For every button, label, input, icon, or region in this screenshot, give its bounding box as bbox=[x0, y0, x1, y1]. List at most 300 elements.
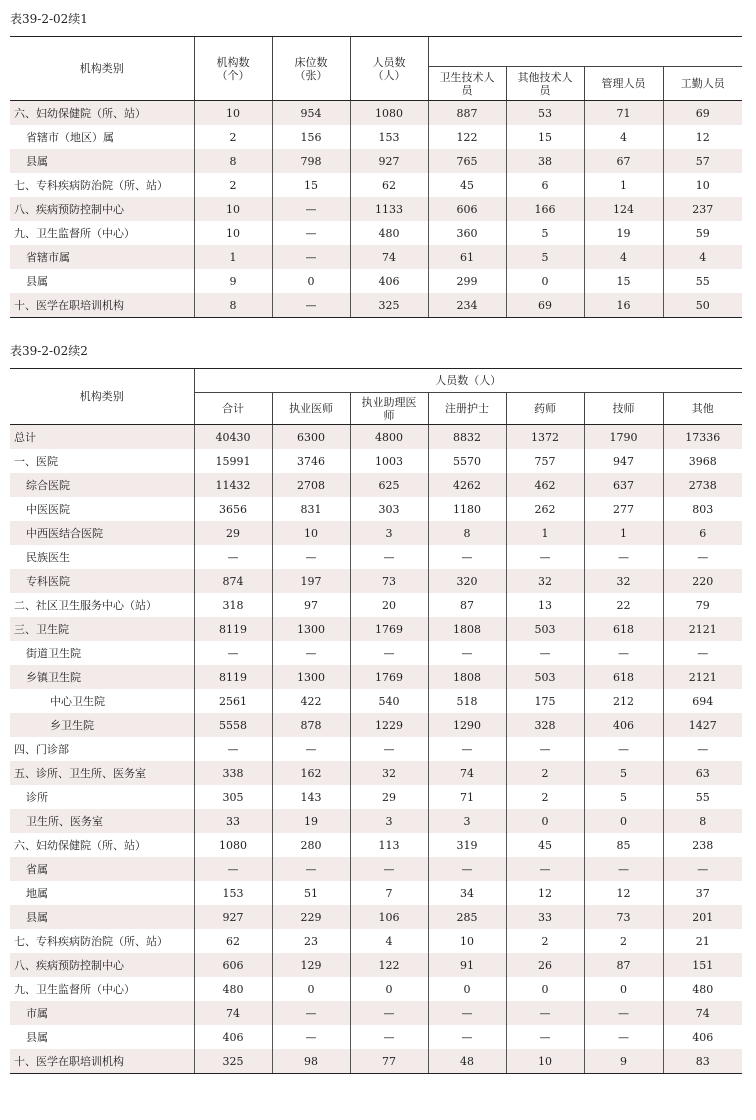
table-cell: 91 bbox=[428, 953, 506, 977]
table-cell: 74 bbox=[428, 761, 506, 785]
table-cell: 7 bbox=[350, 881, 428, 905]
table-cell: 318 bbox=[194, 593, 272, 617]
row-label: 民族医生 bbox=[26, 551, 70, 564]
table-cell: 947 bbox=[584, 449, 663, 473]
table-cell: 212 bbox=[584, 689, 663, 713]
table-cell: 74 bbox=[194, 1001, 272, 1025]
table-cell: 1769 bbox=[350, 617, 428, 641]
table-cell: 406 bbox=[584, 713, 663, 737]
table-cell: — bbox=[272, 197, 350, 221]
table-cell: 62 bbox=[194, 929, 272, 953]
table-cell: 71 bbox=[428, 785, 506, 809]
table-cell: 15 bbox=[506, 125, 584, 149]
row-label: 八、疾病预防控制中心 bbox=[10, 197, 194, 221]
table-cell: 4 bbox=[350, 929, 428, 953]
table-cell: 1300 bbox=[272, 617, 350, 641]
table-cell: 10 bbox=[272, 521, 350, 545]
table-cell: 2 bbox=[194, 125, 272, 149]
table-row bbox=[10, 833, 742, 857]
header-institutions bbox=[194, 37, 272, 101]
table-cell: 4800 bbox=[350, 425, 428, 450]
row-label: 县属 bbox=[10, 905, 194, 929]
table-row bbox=[10, 125, 742, 149]
table-cell: 74 bbox=[663, 1001, 742, 1025]
table-cell: 325 bbox=[350, 293, 428, 318]
table-cell: 927 bbox=[350, 149, 428, 173]
row-label: 九、卫生监督所（中心） bbox=[14, 983, 135, 996]
table-cell: 694 bbox=[663, 689, 742, 713]
table-cell: 23 bbox=[272, 929, 350, 953]
table-cell: 15 bbox=[584, 269, 663, 293]
header-blank-band bbox=[428, 37, 742, 67]
table-row bbox=[10, 665, 742, 689]
table-cell: 927 bbox=[194, 905, 272, 929]
table-cell: 1 bbox=[506, 521, 584, 545]
table-cell: 338 bbox=[194, 761, 272, 785]
table-row bbox=[10, 425, 742, 450]
table-cell: 5570 bbox=[428, 449, 506, 473]
table-cell: 129 bbox=[272, 953, 350, 977]
table-cell: — bbox=[194, 641, 272, 665]
table-cell: 59 bbox=[663, 221, 742, 245]
table-cell: 12 bbox=[663, 125, 742, 149]
table-cell: 5 bbox=[506, 245, 584, 269]
table-cell: 45 bbox=[428, 173, 506, 197]
table-cell: 143 bbox=[272, 785, 350, 809]
table-cell: — bbox=[428, 545, 506, 569]
table-cell: 57 bbox=[663, 149, 742, 173]
table-cell: 4262 bbox=[428, 473, 506, 497]
table-cell: 299 bbox=[428, 269, 506, 293]
table-cell: 201 bbox=[663, 905, 742, 929]
table-cell: 406 bbox=[663, 1025, 742, 1049]
table-cell: 83 bbox=[663, 1049, 742, 1074]
table-cell: 285 bbox=[428, 905, 506, 929]
table-cell: 11432 bbox=[194, 473, 272, 497]
table-cell: — bbox=[584, 545, 663, 569]
table-cell: 15991 bbox=[194, 449, 272, 473]
table-row bbox=[10, 785, 742, 809]
table-cell: — bbox=[663, 857, 742, 881]
table-cell: 606 bbox=[194, 953, 272, 977]
table-cell: 2121 bbox=[663, 665, 742, 689]
table-row bbox=[10, 953, 742, 977]
table-cell: 1 bbox=[194, 245, 272, 269]
table-row bbox=[10, 521, 742, 545]
header2-column: 技师 bbox=[584, 393, 663, 425]
table-cell: 15 bbox=[272, 173, 350, 197]
table-cell: 22 bbox=[584, 593, 663, 617]
table-cell: 87 bbox=[428, 593, 506, 617]
table-cell: 175 bbox=[506, 689, 584, 713]
table-cell: — bbox=[194, 737, 272, 761]
table-cell: 151 bbox=[663, 953, 742, 977]
table-row bbox=[10, 857, 742, 881]
table-cell: 798 bbox=[272, 149, 350, 173]
table-row bbox=[10, 809, 742, 833]
table-cell: 874 bbox=[194, 569, 272, 593]
row-label: 专科医院 bbox=[10, 569, 194, 593]
table-row bbox=[10, 245, 742, 269]
table2-body bbox=[10, 425, 742, 1074]
table-cell: — bbox=[663, 737, 742, 761]
row-label: 省辖市（地区）属 bbox=[26, 131, 114, 144]
table-cell: 29 bbox=[350, 785, 428, 809]
table-cell: 10 bbox=[194, 197, 272, 221]
table-cell: 12 bbox=[584, 881, 663, 905]
table-cell: 3656 bbox=[194, 497, 272, 521]
table-cell: — bbox=[584, 857, 663, 881]
table-cell: 237 bbox=[663, 197, 742, 221]
header2-column: 执业助理医师 bbox=[350, 393, 428, 425]
table-cell: 3 bbox=[428, 809, 506, 833]
row-label: 十、医学在职培训机构 bbox=[10, 293, 194, 318]
table-cell: 462 bbox=[506, 473, 584, 497]
table-row bbox=[10, 293, 742, 318]
table-cell: 69 bbox=[506, 293, 584, 318]
table-cell: 2561 bbox=[194, 689, 272, 713]
table-cell: 1769 bbox=[350, 665, 428, 689]
table-row bbox=[10, 569, 742, 593]
table-cell: 540 bbox=[350, 689, 428, 713]
row-label: 五、诊所、卫生所、医务室 bbox=[10, 761, 194, 785]
table-cell: — bbox=[350, 545, 428, 569]
table-cell: 6300 bbox=[272, 425, 350, 450]
row-label: 省辖市属 bbox=[10, 245, 194, 269]
table-cell: 1229 bbox=[350, 713, 428, 737]
table-cell: 0 bbox=[506, 269, 584, 293]
table-cell: 229 bbox=[272, 905, 350, 929]
table-cell: 2 bbox=[584, 929, 663, 953]
table-cell: 5558 bbox=[194, 713, 272, 737]
table-cell: 0 bbox=[272, 977, 350, 1001]
table-cell: 1290 bbox=[428, 713, 506, 737]
table-cell: 1300 bbox=[272, 665, 350, 689]
table-cell: 33 bbox=[506, 905, 584, 929]
table-row bbox=[10, 197, 742, 221]
row-label: 乡卫生院 bbox=[10, 713, 194, 737]
table-cell: 2 bbox=[506, 929, 584, 953]
table-cell: 45 bbox=[506, 833, 584, 857]
table-cell: 0 bbox=[506, 977, 584, 1001]
table-cell: 0 bbox=[428, 977, 506, 1001]
table-row bbox=[10, 101, 742, 126]
table-cell: 8 bbox=[663, 809, 742, 833]
table-row bbox=[10, 1001, 742, 1025]
table-cell: — bbox=[584, 1025, 663, 1049]
table-cell: — bbox=[506, 1025, 584, 1049]
table-cell: 166 bbox=[506, 197, 584, 221]
table-cell: 637 bbox=[584, 473, 663, 497]
header2-column: 执业医师 bbox=[272, 393, 350, 425]
row-label: 中心卫生院 bbox=[50, 695, 105, 708]
table-row bbox=[10, 449, 742, 473]
table-cell: 878 bbox=[272, 713, 350, 737]
row-label: 县属 bbox=[26, 1031, 48, 1044]
row-label: 六、妇幼保健院（所、站） bbox=[10, 101, 194, 126]
table-cell: — bbox=[350, 641, 428, 665]
table-cell: — bbox=[272, 245, 350, 269]
table-cell: 21 bbox=[663, 929, 742, 953]
table-cell: 113 bbox=[350, 833, 428, 857]
table-cell: 61 bbox=[428, 245, 506, 269]
table-cell: 19 bbox=[584, 221, 663, 245]
table-cell: 2121 bbox=[663, 617, 742, 641]
table-cell: 0 bbox=[506, 809, 584, 833]
row-label: 中医医院 bbox=[26, 503, 70, 516]
table-cell: 197 bbox=[272, 569, 350, 593]
table-cell: 0 bbox=[584, 809, 663, 833]
table-cell: 63 bbox=[663, 761, 742, 785]
row-label: 三、卫生院 bbox=[10, 617, 194, 641]
table-cell: 2708 bbox=[272, 473, 350, 497]
table-cell: 8119 bbox=[194, 617, 272, 641]
table-cell: 625 bbox=[350, 473, 428, 497]
table-cell: 3968 bbox=[663, 449, 742, 473]
table-cell: 106 bbox=[350, 905, 428, 929]
table-cell: — bbox=[272, 1001, 350, 1025]
table-cell: 162 bbox=[272, 761, 350, 785]
table-cell: 74 bbox=[350, 245, 428, 269]
table-cell: 122 bbox=[350, 953, 428, 977]
table-cell: 50 bbox=[663, 293, 742, 318]
table-cell: 4 bbox=[584, 125, 663, 149]
row-label: 二、社区卫生服务中心（站） bbox=[14, 599, 157, 612]
table-cell: 8119 bbox=[194, 665, 272, 689]
table-cell: 618 bbox=[584, 665, 663, 689]
table-cell: 10 bbox=[506, 1049, 584, 1074]
table-cell: 20 bbox=[350, 593, 428, 617]
table-cell: 1133 bbox=[350, 197, 428, 221]
table-cell: 406 bbox=[194, 1025, 272, 1049]
table-cell: 124 bbox=[584, 197, 663, 221]
table-cell: 3 bbox=[350, 809, 428, 833]
table-cell: 10 bbox=[663, 173, 742, 197]
table-cell: 37 bbox=[663, 881, 742, 905]
table-cell: 48 bbox=[428, 1049, 506, 1074]
row-label: 九、卫生监督所（中心） bbox=[14, 227, 135, 240]
table-cell: — bbox=[584, 737, 663, 761]
table-cell: — bbox=[272, 737, 350, 761]
table-cell: 34 bbox=[428, 881, 506, 905]
table-cell: 328 bbox=[506, 713, 584, 737]
table-cell: 406 bbox=[350, 269, 428, 293]
table-cell: — bbox=[194, 545, 272, 569]
header2-category: 机构类别 bbox=[10, 369, 194, 425]
table-row bbox=[10, 905, 742, 929]
header-staff-text: 人员数 （人） bbox=[372, 55, 406, 82]
header-workers: 工勤人员 bbox=[663, 67, 742, 101]
table-cell: 1080 bbox=[350, 101, 428, 126]
table-cell: — bbox=[428, 1025, 506, 1049]
table-cell: 280 bbox=[272, 833, 350, 857]
table-cell: 29 bbox=[194, 521, 272, 545]
table-row bbox=[10, 221, 742, 245]
table-cell: 303 bbox=[350, 497, 428, 521]
table-cell: — bbox=[272, 641, 350, 665]
table-cell: 2 bbox=[506, 785, 584, 809]
table-cell: 503 bbox=[506, 617, 584, 641]
table-cell: 153 bbox=[350, 125, 428, 149]
row-label: 七、专科疾病防治院（所、站） bbox=[14, 935, 168, 948]
table-cell: 40430 bbox=[194, 425, 272, 450]
row-label: 省属 bbox=[10, 857, 194, 881]
table-row bbox=[10, 977, 742, 1001]
table-cell: — bbox=[663, 641, 742, 665]
table-cell: 32 bbox=[506, 569, 584, 593]
table-cell: 480 bbox=[663, 977, 742, 1001]
table-cell: 10 bbox=[194, 101, 272, 126]
table-cell: 55 bbox=[663, 785, 742, 809]
table-cell: — bbox=[584, 1001, 663, 1025]
row-label: 八、疾病预防控制中心 bbox=[10, 953, 194, 977]
table-cell: 220 bbox=[663, 569, 742, 593]
table-cell: 55 bbox=[663, 269, 742, 293]
header2-column: 合计 bbox=[194, 393, 272, 425]
header-management: 管理人员 bbox=[584, 67, 663, 101]
header2-column: 其他 bbox=[663, 393, 742, 425]
header2-column: 注册护士 bbox=[428, 393, 506, 425]
row-label: 卫生所、医务室 bbox=[10, 809, 194, 833]
table-cell: 5 bbox=[506, 221, 584, 245]
table-cell: 887 bbox=[428, 101, 506, 126]
row-label: 街道卫生院 bbox=[26, 647, 81, 660]
table-cell: 69 bbox=[663, 101, 742, 126]
table-cell: — bbox=[272, 857, 350, 881]
row-label: 四、门诊部 bbox=[14, 743, 69, 756]
table-cell: 831 bbox=[272, 497, 350, 521]
table-cell: 305 bbox=[194, 785, 272, 809]
table-cell: 0 bbox=[272, 269, 350, 293]
header-beds bbox=[272, 37, 350, 101]
table-cell: — bbox=[428, 857, 506, 881]
table-cell: 0 bbox=[584, 977, 663, 1001]
header-staff bbox=[350, 37, 428, 101]
table-cell: — bbox=[350, 1025, 428, 1049]
table1-caption: 表39-2-02续1 bbox=[10, 12, 88, 26]
table-row bbox=[10, 737, 742, 761]
table2 bbox=[10, 368, 742, 1074]
table-row bbox=[10, 617, 742, 641]
table-cell: 1003 bbox=[350, 449, 428, 473]
table-cell: — bbox=[506, 737, 584, 761]
row-label: 地属 bbox=[26, 887, 48, 900]
table-cell: 3746 bbox=[272, 449, 350, 473]
table-cell: 156 bbox=[272, 125, 350, 149]
table-cell: 13 bbox=[506, 593, 584, 617]
table-cell: 17336 bbox=[663, 425, 742, 450]
table-cell: 1 bbox=[584, 173, 663, 197]
table-cell: 10 bbox=[194, 221, 272, 245]
table-cell: — bbox=[663, 545, 742, 569]
table-row bbox=[10, 689, 742, 713]
table-cell: 8 bbox=[194, 149, 272, 173]
table-cell: 518 bbox=[428, 689, 506, 713]
table-row bbox=[10, 497, 742, 521]
table-cell: 97 bbox=[272, 593, 350, 617]
table-cell: 803 bbox=[663, 497, 742, 521]
table-row bbox=[10, 713, 742, 737]
table-cell: — bbox=[350, 737, 428, 761]
table-cell: — bbox=[506, 545, 584, 569]
table-cell: 9 bbox=[584, 1049, 663, 1074]
header-other-tech: 其他技术人员 bbox=[506, 67, 584, 101]
table-cell: 360 bbox=[428, 221, 506, 245]
table2-caption: 表39-2-02续2 bbox=[10, 344, 88, 358]
table-cell: — bbox=[428, 1001, 506, 1025]
table-cell: 2 bbox=[506, 761, 584, 785]
table-row bbox=[10, 593, 742, 617]
table-cell: — bbox=[350, 1001, 428, 1025]
table-cell: 4 bbox=[663, 245, 742, 269]
table-cell: 262 bbox=[506, 497, 584, 521]
table-cell: 954 bbox=[272, 101, 350, 126]
table-cell: 67 bbox=[584, 149, 663, 173]
row-label: 一、医院 bbox=[14, 455, 58, 468]
row-label: 六、妇幼保健院（所、站） bbox=[14, 839, 146, 852]
table-cell: — bbox=[272, 293, 350, 318]
table-cell: — bbox=[506, 1001, 584, 1025]
table-cell: 85 bbox=[584, 833, 663, 857]
row-label: 市属 bbox=[10, 1001, 194, 1025]
table-cell: 79 bbox=[663, 593, 742, 617]
table-cell: 51 bbox=[272, 881, 350, 905]
table-cell: 5 bbox=[584, 761, 663, 785]
table-row bbox=[10, 881, 742, 905]
table-cell: 757 bbox=[506, 449, 584, 473]
table-cell: 606 bbox=[428, 197, 506, 221]
row-label: 县属 bbox=[26, 275, 48, 288]
row-label: 中西医结合医院 bbox=[10, 521, 194, 545]
row-label: 乡镇卫生院 bbox=[10, 665, 194, 689]
table-cell: 19 bbox=[272, 809, 350, 833]
table-cell: 1372 bbox=[506, 425, 584, 450]
row-label: 综合医院 bbox=[10, 473, 194, 497]
table-cell: 53 bbox=[506, 101, 584, 126]
table-cell: 98 bbox=[272, 1049, 350, 1074]
table-cell: — bbox=[350, 857, 428, 881]
header-beds-text: 床位数 （张） bbox=[294, 55, 328, 82]
table-cell: 1808 bbox=[428, 617, 506, 641]
table-cell: 122 bbox=[428, 125, 506, 149]
table-cell: 32 bbox=[584, 569, 663, 593]
row-label: 七、专科疾病防治院（所、站） bbox=[14, 179, 168, 192]
table-cell: — bbox=[272, 545, 350, 569]
table-cell: 87 bbox=[584, 953, 663, 977]
table-cell: — bbox=[584, 641, 663, 665]
table-cell: 319 bbox=[428, 833, 506, 857]
table-cell: — bbox=[428, 641, 506, 665]
table-cell: 618 bbox=[584, 617, 663, 641]
table-cell: — bbox=[506, 857, 584, 881]
table-cell: 2 bbox=[194, 173, 272, 197]
table-cell: 1180 bbox=[428, 497, 506, 521]
header2-column: 药师 bbox=[506, 393, 584, 425]
table-cell: — bbox=[506, 641, 584, 665]
table-cell: 5 bbox=[584, 785, 663, 809]
table-cell: 234 bbox=[428, 293, 506, 318]
table-cell: 6 bbox=[506, 173, 584, 197]
table-cell: 16 bbox=[584, 293, 663, 318]
table-row bbox=[10, 545, 742, 569]
table-cell: 2738 bbox=[663, 473, 742, 497]
table-cell: 10 bbox=[428, 929, 506, 953]
table-cell: 77 bbox=[350, 1049, 428, 1074]
table-cell: 1790 bbox=[584, 425, 663, 450]
table-cell: 38 bbox=[506, 149, 584, 173]
table-cell: 9 bbox=[194, 269, 272, 293]
table-cell: 1 bbox=[584, 521, 663, 545]
